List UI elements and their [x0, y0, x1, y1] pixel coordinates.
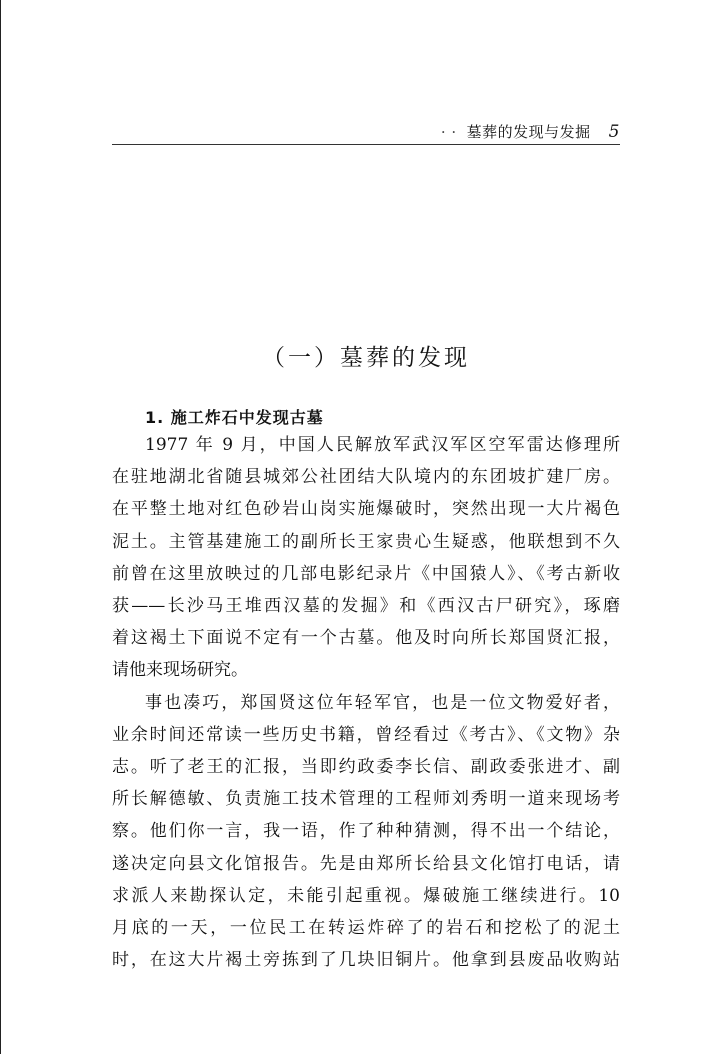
- text-line: 着这褐土下面说不定有一个古墓。他及时向所长郑国贤汇报，: [112, 628, 620, 648]
- text-line: 前曾在这里放映过的几部电影纪录片《中国猿人》、《考古新收: [112, 564, 620, 584]
- text-line: 所长解德敏、负责施工技术管理的工程师刘秀明一道来现场考: [112, 789, 620, 809]
- text-line: 志。听了老王的汇报，当即约政委李长信、副政委张进才、副: [112, 757, 620, 777]
- text-line: 业余时间还常读一些历史书籍，曾经看过《考古》、《文物》杂: [112, 725, 620, 745]
- header-dots: · ·: [440, 123, 457, 141]
- text-line: 在平整土地对红色砂岩山岗实施爆破时，突然出现一大片褐色: [112, 499, 620, 519]
- text-line: 遂决定向县文化馆报告。先是由郑所长给县文化馆打电话，请: [112, 854, 620, 874]
- running-header: [112, 117, 620, 147]
- text-line: 泥土。主管基建施工的副所长王家贵心生疑惑，他联想到不久: [112, 532, 620, 552]
- page-left-border: [0, 0, 1, 1054]
- text-line: 月底的一天，一位民工在转运炸碎了的岩石和挖松了的泥土: [112, 918, 620, 938]
- text-line: 事也凑巧，郑国贤这位年轻军官，也是一位文物爱好者，: [145, 693, 620, 713]
- text-line: 请他来现场研究。: [112, 660, 248, 680]
- section-title: （一）墓葬的发现: [262, 345, 470, 371]
- text-line: 1977 年 9 月，中国人民解放军武汉军区空军雷达修理所: [145, 435, 620, 455]
- text-line: 求派人来勘探认定，未能引起重视。爆破施工继续进行。10: [112, 886, 620, 906]
- subheading: 1. 施工炸石中发现古墓: [145, 408, 324, 427]
- header-rule: [112, 144, 620, 145]
- page-number: 5: [608, 122, 620, 142]
- text-line: 时，在这大片褐土旁拣到了几块旧铜片。他拿到县废品收购站: [112, 950, 620, 970]
- text-line: 察。他们你一言，我一语，作了种种猜测，得不出一个结论，: [112, 821, 620, 841]
- text-line: 获——长沙马王堆西汉墓的发掘》和《西汉古尸研究》，琢磨: [112, 596, 620, 616]
- header-chapter-title: 墓葬的发现与发掘: [466, 123, 591, 141]
- running-header-text: [441, 121, 620, 142]
- text-line: 在驻地湖北省随县城郊公社团结大队境内的东团坡扩建厂房。: [112, 467, 620, 487]
